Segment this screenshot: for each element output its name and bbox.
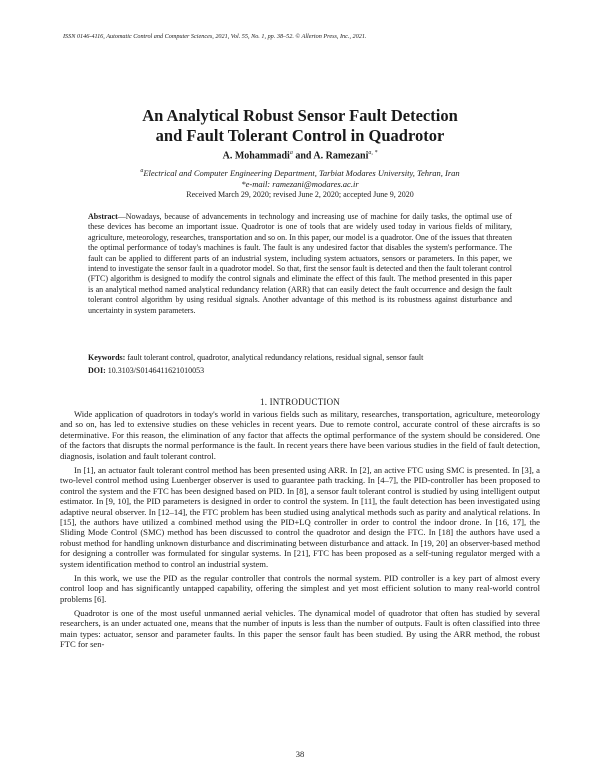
title-line-1: An Analytical Robust Sensor Fault Detection xyxy=(142,106,458,125)
body-text xyxy=(60,409,540,653)
paper-title xyxy=(60,106,540,146)
doi-label: DOI: xyxy=(88,366,106,375)
author-separator: and xyxy=(292,150,314,162)
author-2: A. Ramezani xyxy=(313,150,369,162)
keywords-label: Keywords: xyxy=(88,353,126,362)
doi-value: 10.3103/S0146411621010053 xyxy=(105,366,205,375)
author-email: *e-mail: ramezani@modares.ac.ir xyxy=(241,178,359,189)
keywords-text: fault tolerant control, quadrotor, analytical redundancy relations, residual signal, sensor fault xyxy=(125,353,424,362)
paragraph: In [1], an actuator fault tolerant control method has been presented using ARR. In [2], an active FTC using SMC is presented. In [3], a two-level control method using Luenberger observer is used to guarantee path tracking. In [4–7], the PID-controller has been proposed to control the system and the FTC has been designed based on PID. In [8], a sensor fault tolerant control is studied by using intelligent output estimator. In [9, 10], the PID parameters is designed in order to control the system. In [11], the fault detection has been investigated using adaptive neural observer. In [12–14], the FTC problem has been studied using analytical methods such as parity and analytical relations. In [15], the authors have utilized a combined method using the PID+LQ controller in order to control the indoor drone. In [16, 17], the Sliding Mode Control (SMC) method has been discussed to control the quadrotor and design the FTC. In [18] the authors have used a robust method for handling unknown disturbance and discriminating between disturbance and attack. In [19, 20] an observer-based method for designing a controller was formulated for singular systems. In [21], FTC has been proposed as a self-tuning regulator merged with a system identification method to control an industrial system. xyxy=(60,464,540,569)
abstract-text: —Nowadays, because of advancements in technology and increasing use of machine for daily tasks, the optimal use of these devices has become an important issue. Quadrotor is one of tools that are widely used today in various fields of military, agriculture, meteorology, researches, transportation and so on. In this paper, our model is a quadrotor. One of the issues that threaten the optimal performance of today's machines is fault. The fault is any undesired factor that disables the system's performance. The fault can be applied to different parts of an industrial system, including system actuators, sensors or parameters. In this paper, we intend to investigate the sensor fault in a quadrotor model. So that, first the sensor fault is detected and then the fault tolerant control (FTC) algorithm is designed to modify the control signals and eliminate the effect of this fault. The method presented in this paper is an analytical method named analytical redundancy relation (ARR) that can easily detect the fault occurrence and design the fault tolerant control algorithm by using residual signals. Another advantage of this method is its robustness against disturbance and uncertainty in system parameters. xyxy=(88,212,512,315)
paragraph: Quadrotor is one of the most useful unmanned aerial vehicles. The dynamical model of quadrotor that often has studied by several researchers, is an under actuated one, means that the number of inputs is less than the number of outputs. Fault is often classified into three main types: actuator, sensor and parameter faults. In this paper the sensor fault has been studied. By using the ARR method, the robust FTC for sen- xyxy=(60,607,540,650)
authors xyxy=(60,150,540,161)
author-1-affiliation-mark: a xyxy=(289,150,293,156)
affiliation-text: Electrical and Computer Engineering Department, Tarbiat Modares University, Tehran, Iran xyxy=(143,167,460,178)
author-2-affiliation-mark: a, * xyxy=(368,150,378,156)
abstract-label: Abstract xyxy=(88,212,118,221)
doi xyxy=(88,366,204,375)
affiliation-mark: a xyxy=(140,168,144,174)
received-dates: Received March 29, 2020; revised June 2, 2020; accepted June 9, 2020 xyxy=(186,190,414,199)
page-number: 38 xyxy=(295,749,305,759)
keywords xyxy=(88,353,512,363)
title-line-2: and Fault Tolerant Control in Quadrotor xyxy=(155,126,445,145)
author-1: A. Mohammadi xyxy=(222,150,290,162)
abstract xyxy=(88,212,512,316)
section-heading: 1. INTRODUCTION xyxy=(260,397,340,407)
affiliation xyxy=(60,166,540,190)
running-head: ISSN 0146-4116, Automatic Control and Computer Sciences, 2021, Vol. 55, No. 1, pp. 38–52. © Allerton Press, Inc., 2021. xyxy=(63,33,367,40)
paragraph: In this work, we use the PID as the regular controller that controls the normal system. PID controller is a key part of almost every control loop and has significantly untapped capability, offering the simplest and yet most efficient solution to many real-world control problems [6]. xyxy=(60,572,540,604)
paragraph: Wide application of quadrotors in today's world in various fields such as military, researches, transportation, agriculture, meteorology and so on, has led to extensive studies on these vehicles in recent years. Due to remote control, accurate control of these aircrafts is so determinative. For this reason, the elimination of any factor that affects the optimal performance of the system should be considered. One of the factors that disrupts the normal performance is the fault. In recent years there have been various studies in the field of fault detection, diagnosis, isolation and fault tolerant control. xyxy=(60,409,540,461)
